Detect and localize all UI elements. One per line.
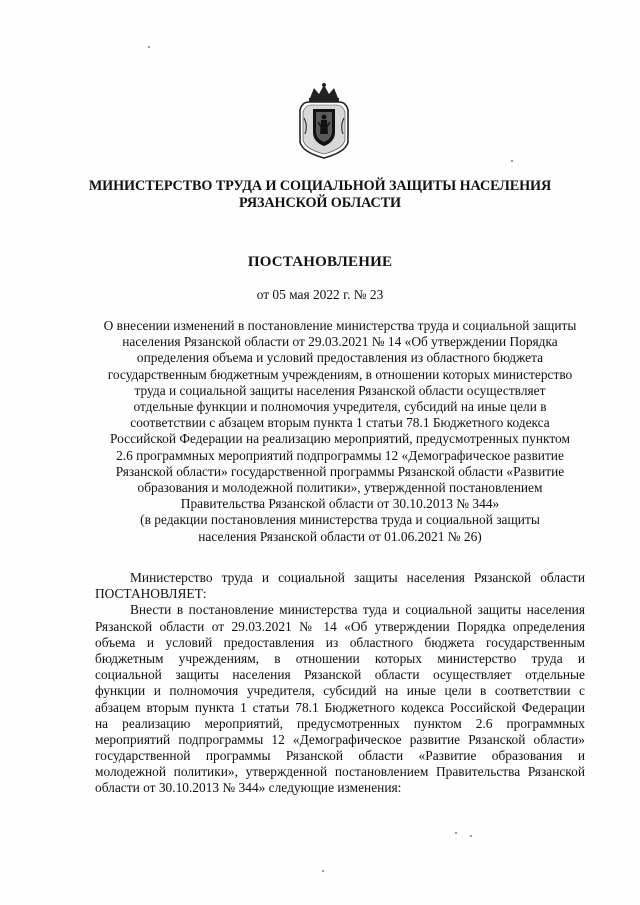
body-line: Министерство труда и социальной защиты населения Рязанской области	[130, 570, 585, 585]
body-line: бюджетным учреждениям, в отношении которых министерство труда и	[95, 650, 585, 666]
body-line: области от 30.10.2013 № 344» следующие изменения:	[95, 780, 402, 796]
scan-speck	[322, 870, 324, 872]
scan-speck	[455, 832, 457, 834]
title-line: соответствии с абзацем вторым пункта 1 статьи 78.1 Бюджетного кодекса	[130, 415, 550, 431]
title-line: (в редакции постановления министерства труда и социальной защиты	[140, 512, 540, 528]
title-line: определения объема и условий предоставления из областного бюджета	[136, 350, 544, 366]
scan-speck	[470, 835, 472, 837]
ministry-line: РЯЗАНСКОЙ ОБЛАСТИ	[239, 195, 401, 211]
title-line: Рязанской области» государственной программы Рязанской области «Развитие	[115, 463, 565, 479]
title-line: образования и молодежной политики», утвержденной постановлением	[137, 480, 543, 496]
ministry-header	[60, 178, 580, 212]
body-line: мероприятий подпрограммы 12 «Демографическое развитие Рязанской области»	[95, 731, 585, 747]
title-line: Российской Федерации на реализацию мероприятий, предусмотренных пунктом	[110, 431, 570, 447]
title-line: труда и социальной защиты населения Рязанской области осуществляет	[134, 382, 546, 398]
body-line: объема и условий предоставления из областного бюджета государственным	[95, 634, 585, 650]
title-line: 2.6 программных мероприятий подпрограммы 12 «Демографическое развитие	[116, 447, 564, 463]
body-line: социальной защиты населения Рязанской области осуществляет отдельные	[95, 667, 585, 683]
title-line: Правительства Рязанской области от 30.10.2013 № 344»	[180, 496, 500, 512]
body-line: функции и полномочия учредителя, субсидий на иные цели в соответствии с	[95, 683, 585, 699]
title-line: населения Рязанской области от 29.03.2021 № 14 «Об утверждении Порядка	[122, 334, 558, 350]
body-line: абзацем вторым пункта 1 статьи 78.1 Бюджетного кодекса Российской Федерации	[95, 699, 585, 715]
document-title	[80, 318, 600, 545]
ministry-line: МИНИСТЕРСТВО ТРУДА И СОЦИАЛЬНОЙ ЗАЩИТЫ НАСЕЛЕНИЯ	[88, 178, 552, 194]
scan-speck	[148, 46, 150, 48]
coat-of-arms-emblem	[296, 82, 352, 160]
body-line: на реализацию мероприятий, предусмотренных пунктом 2.6 программных	[95, 715, 585, 731]
title-line: населения Рязанской области от 01.06.2021 № 26)	[198, 528, 482, 544]
document-date-number: от 05 мая 2022 г. № 23	[256, 287, 384, 302]
body-line: государственной программы Рязанской области «Развитие образования и	[95, 748, 585, 764]
body-line: молодежной политики», утвержденной постановлением Правительства Рязанской	[95, 764, 585, 780]
title-line: отдельные функции и полномочия учредителя, субсидий на иные цели в	[133, 399, 547, 415]
document-body	[95, 570, 585, 797]
body-line: Рязанской области от 29.03.2021 № 14 «Об утверждении Порядка определения	[95, 618, 585, 634]
document-type: ПОСТАНОВЛЕНИЕ	[247, 254, 393, 270]
title-line: О внесении изменений в постановление министерства труда и социальной защиты	[103, 318, 577, 333]
scan-speck	[511, 160, 513, 162]
body-line: ПОСТАНОВЛЯЕТ:	[95, 586, 207, 602]
title-line: государственным бюджетным учреждениям, в отношении которых министерство	[107, 366, 573, 382]
body-line: Внести в постановление министерства туда и социальной защиты населения	[130, 602, 585, 618]
